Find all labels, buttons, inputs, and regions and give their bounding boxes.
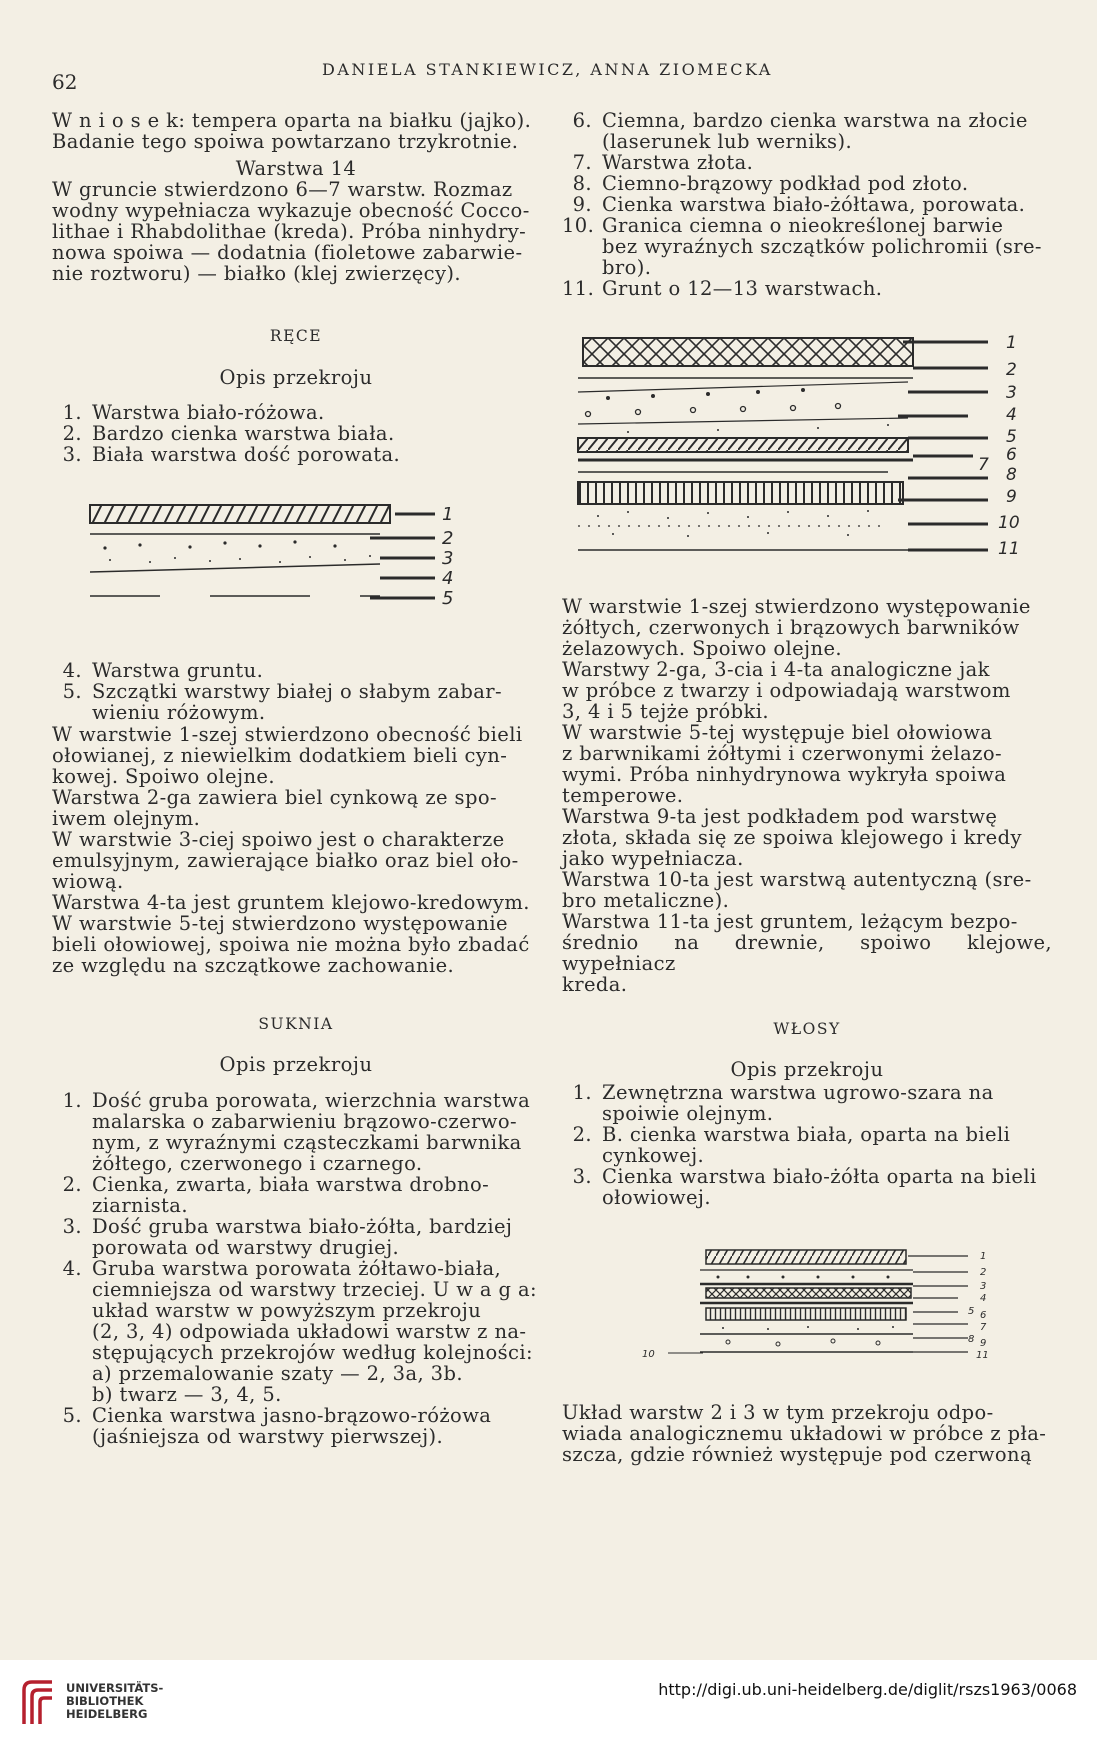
list-item: 3. Cienka warstwa biało-żółta oparta na bieli [572, 1165, 1037, 1188]
source-url-link[interactable]: http://digi.ub.uni-heidelberg.de/diglit/rszs1963/0068 [658, 1680, 1077, 1699]
text-line: W warstwie 1-szej stwierdzono występowanie [562, 595, 1031, 618]
text-line: Badanie tego spoiwa powtarzano trzykrotnie. [52, 130, 519, 153]
text-line: Warstwa 9-ta jest podkładem pod warstwę [562, 805, 998, 828]
section-heading-suknia: SUKNIA [258, 1015, 334, 1033]
text-line: żelazowych. Spoiwo olejne. [562, 637, 842, 660]
diagram-label: 4 [980, 1293, 987, 1304]
diagram-label: 4 [442, 568, 454, 589]
section-subtitle-suknia: Opis przekroju [219, 1053, 373, 1076]
section-subtitle-rece: Opis przekroju [219, 366, 373, 389]
suknia-description [562, 596, 1052, 995]
wlosy-closing [562, 1402, 1052, 1465]
text-line: Warstwa 11-ta jest gruntem, leżącym bezpo- [562, 910, 1018, 933]
text-line: żółtych, czerwonych i brązowych barwników [562, 616, 1020, 639]
right-list-top: 6. Ciemna, bardzo cienka warstwa na złocie (laserunek lub werniks). 7. Warstwa złota. 8. Ciemno-brązowy podkład pod złoto. 9. Cienka warstwa biało-żółtawa, porowata. 10. Granica ciemna o nieokreślonej barwie bez wyraźnych szczątków polichromii (sre- bro). 11. Grunt o 12—13 warstwach. [562, 110, 1052, 299]
text-line: kreda. [562, 973, 628, 996]
diagram-label: 1 [980, 1251, 987, 1262]
list-item: 6. Ciemna, bardzo cienka warstwa na złocie [572, 109, 1028, 132]
leader-lines [898, 342, 988, 550]
running-header-authors: DANIELA STANKIEWICZ, ANNA ZIOMECKA [322, 60, 773, 79]
text-line: złota, składa się ze spoiwa klejowego i kredy [562, 826, 1022, 849]
diagram-label: 6 [1006, 445, 1017, 465]
text-line: nowa spoiwa — dodatnia (fioletowe zabarwie- [52, 241, 523, 264]
page-number: 62 [52, 70, 78, 94]
text-line: wodny wypełniacza wykazuje obecność Cocco- [52, 199, 530, 222]
text-line: Warstwy 2-ga, 3-cia i 4-ta analogiczne jak [562, 658, 990, 681]
list-item: 3. Dość gruba warstwa biało-żółta, bardziej [62, 1215, 513, 1238]
text-line: bieli ołowiowej, spoiwa nie można było zbadać [52, 933, 530, 956]
rece-list-2 [52, 660, 540, 723]
text-line: ołowianej, z niewielkim dodatkiem bieli cyn- [52, 744, 508, 767]
university-library-logo-icon [18, 1676, 58, 1728]
diagram-label: 7 [978, 455, 989, 475]
text-line: ze względu na szczątkowe zachowanie. [52, 954, 455, 977]
diagram-label: 2 [442, 528, 454, 549]
layer-vertical-bars [578, 482, 903, 504]
text-line: emulsyjnym, zawierające białko oraz biel oło- [52, 849, 519, 872]
text-line: średnio na drewnie, spoiwo klejowe, wypełniacz [562, 931, 1052, 975]
text-line: bro metaliczne). [562, 889, 730, 912]
text-line: nie roztworu) — białko (klej zwierzęcy). [52, 262, 462, 285]
footer-bar [0, 1660, 1097, 1745]
section-heading-rece: RĘCE [269, 327, 323, 345]
section-heading-wlosy: WŁOSY [773, 1020, 841, 1038]
text-line: szcza, gdzie również występuje pod czerwoną [562, 1443, 1032, 1466]
list-item: 2. Cienka, zwarta, biała warstwa drobno- [62, 1173, 490, 1196]
wlosy-list: 1. Zewnętrzna warstwa ugrowo-szara na spoiwie olejnym. 2. B. cienka warstwa biała, oparta na bieli cynkowej. 3. Cienka warstwa biało-żółta oparta na bieli ołowiowej. [562, 1082, 1052, 1208]
leader-lines [908, 1256, 968, 1352]
text-line: jako wypełniacza. [562, 847, 744, 870]
diagram-label: 6 [980, 1310, 987, 1321]
list-item: 10. Granica ciemna o nieokreślonej barwie [562, 214, 1004, 237]
layer-dots [103, 540, 371, 563]
diagram-label: 2 [980, 1267, 987, 1278]
list-item: 5. Cienka warstwa jasno-brązowo-różowa [62, 1404, 492, 1427]
text-line: w próbce z twarzy i odpowiadają warstwom [562, 679, 1011, 702]
text-line: W gruncie stwierdzono 6—7 warstw. Rozmaz [52, 178, 513, 201]
diagram-label: 4 [1006, 405, 1017, 425]
rece-description [52, 724, 540, 976]
text-line: W warstwie 3-ciej spoiwo jest o charakterze [52, 828, 505, 851]
diagram-label: 5 [968, 1306, 975, 1317]
text-line: kowej. Spoiwo olejne. [52, 765, 275, 788]
list-item: 5. Szczątki warstwy białej o słabym zabar- [62, 680, 502, 703]
diagram-label: 9 [1006, 487, 1017, 507]
diagram-label: 9 [980, 1338, 987, 1349]
list-item: 1. Dość gruba porowata, wierzchnia warstwa [62, 1089, 531, 1112]
section-subtitle-wlosy: Opis przekroju [730, 1058, 884, 1081]
list-item: 3. Biała warstwa dość porowata. [62, 443, 401, 466]
text-line: W warstwie 1-szej stwierdzono obecność bieli [52, 723, 523, 746]
layer-hatched [90, 505, 390, 523]
leader-lines [370, 514, 435, 598]
diagram-label: 2 [1006, 360, 1017, 380]
text-line: W n i o s e k: tempera oparta na białku (jajko). [52, 109, 532, 132]
diagram-label: 3 [1006, 383, 1017, 403]
list-item: 11. Grunt o 12—13 warstwach. [562, 277, 883, 300]
list-item: 4. Gruba warstwa porowata żółtawo-biała, [62, 1257, 502, 1280]
diagram-label: 1 [442, 504, 454, 525]
text-line: W warstwie 5-tej występuje biel ołowiowa [562, 721, 993, 744]
cross-section-diagram-rece [80, 500, 520, 630]
list-item-cont: wieniu różowym. [92, 701, 266, 724]
text-line: 3, 4 i 5 tejże próbki. [562, 700, 769, 723]
rece-list [52, 402, 472, 465]
list-item: 9. Cienka warstwa biało-żółtawa, porowata. [572, 193, 1026, 216]
text-line: Warstwa 10-ta jest warstwą autentyczną (sre- [562, 868, 1032, 891]
list-item: 1. Warstwa biało-różowa. [62, 401, 325, 424]
diagram-label: 3 [980, 1281, 987, 1292]
list-item: 4. Warstwa gruntu. [62, 659, 264, 682]
diagram-label: 5 [1006, 427, 1017, 447]
text-line: wymi. Próba ninhydrynowa wykryła spoiwa [562, 763, 1007, 786]
text-line: wiada analogicznemu układowi w próbce z pła- [562, 1422, 1047, 1445]
text-line: W warstwie 5-tej stwierdzono występowanie [52, 912, 508, 935]
diagram-label: 8 [968, 1334, 975, 1345]
diagram-label: 11 [998, 539, 1020, 559]
text-line: Warstwa 2-ga zawiera biel cynkową ze spo- [52, 786, 497, 809]
diagram-label: 3 [442, 548, 454, 569]
diagram-label: 1 [1006, 333, 1017, 353]
layer-hatched [578, 438, 908, 452]
list-item: 1. Zewnętrzna warstwa ugrowo-szara na [572, 1081, 994, 1104]
list-item: 7. Warstwa złota. [572, 151, 754, 174]
diagram-label: 10 [642, 1349, 655, 1360]
text-line: wiową. [52, 870, 124, 893]
cross-section-diagram-wlosy [628, 1242, 1048, 1372]
cross-section-diagram-suknia [568, 330, 1048, 570]
text-line: temperowe. [562, 784, 684, 807]
layer-crosshatched [583, 338, 913, 366]
diagram-label: 10 [998, 513, 1020, 533]
left-intro [52, 110, 540, 284]
diagram-label: 5 [442, 588, 454, 609]
diagram-label: 11 [976, 1350, 989, 1361]
text-line: Warstwa 4-ta jest gruntem klejowo-kredowym. [52, 891, 530, 914]
section-subtitle: Warstwa 14 [235, 157, 357, 180]
suknia-list: 1. Dość gruba porowata, wierzchnia warstwa malarska o zabarwieniu brązowo-czerwo- nym, z wyraźnymi cząsteczkami barwnika żółtego, czerwonego i czarnego. 2. Cienka, zwarta, biała warstwa drobno- ziarnista. 3. Dość gruba warstwa biało-żółta, bardziej porowata od warstwy drugiej. 4. Gruba warstwa porowata żółtawo-biała, ciemniejsza od warstwy trzeciej. U w a g a: układ warstw w powyższym przekroju (2, 3, 4) odpowiada układowi warstw z na- stępujących przekrojów według kolejności: a) przemalowanie szaty — 2, 3a, 3b. b) twarz — 3, 4, 5. 5. Cienka warstwa jasno-brązowo-różowa (jaśniejsza od warstwy pierwszej). [52, 1090, 540, 1447]
diagram-label: 8 [1006, 465, 1017, 485]
text-line: iwem olejnym. [52, 807, 201, 830]
library-name: UNIVERSITÄTS- BIBLIOTHEK HEIDELBERG [66, 1681, 164, 1721]
diagram-label: 7 [980, 1322, 987, 1333]
list-item: 2. Bardzo cienka warstwa biała. [62, 422, 395, 445]
list-item: 8. Ciemno-brązowy podkład pod złoto. [572, 172, 969, 195]
text-line: Układ warstw 2 i 3 w tym przekroju odpo- [562, 1401, 994, 1424]
list-item: 2. B. cienka warstwa biała, oparta na bieli [572, 1123, 1011, 1146]
text-line: z barwnikami żółtymi i czerwonymi żelazo- [562, 742, 1002, 765]
text-line: lithae i Rhabdolithae (kreda). Próba ninhydry- [52, 220, 527, 243]
